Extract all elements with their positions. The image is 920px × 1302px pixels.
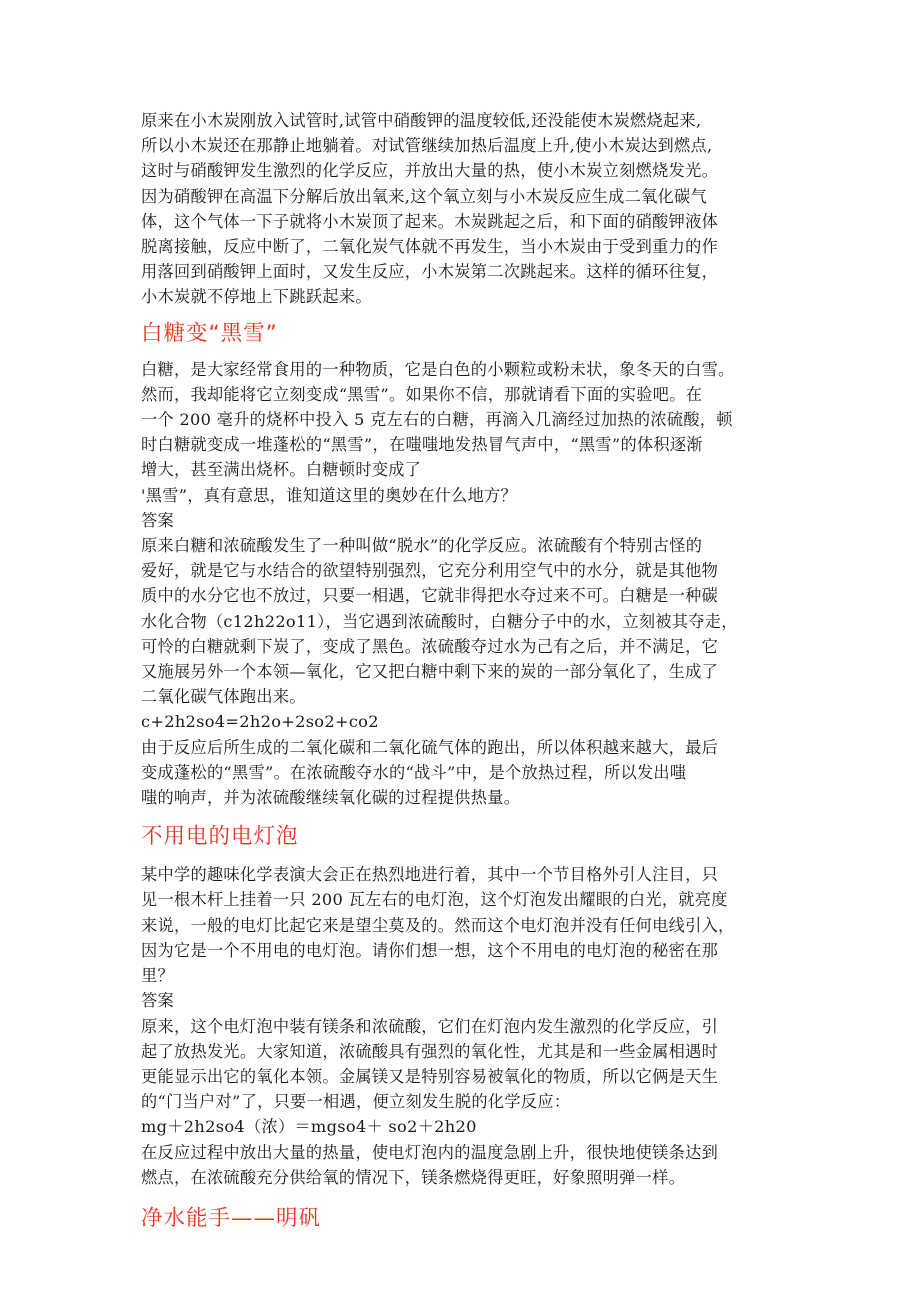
text-line: 在反应过程中放出大量的热量，使电灯泡内的温度急剧上升，很快地使镁条达到 [141, 1142, 719, 1162]
text-line: 燃点，在浓硫酸充分供给氧的情况下，镁条燃烧得更旺，好象照明弹一样。 [141, 1167, 686, 1187]
answer-label: 答案 [141, 991, 174, 1011]
text-line: 爱好，就是它与水结合的欲望特别强烈，它充分利用空气中的水分，就是其他物 [141, 561, 719, 581]
text-line: 因为硝酸钾在高温下分解后放出氧来,这个氧立刻与小木炭反应生成二氧化碳气 [141, 186, 708, 206]
text-line: 体，这个气体一下子就将小木炭顶了起来。木炭跳起之后，和下面的硝酸钾液体 [141, 211, 719, 231]
paragraph-intro [141, 108, 781, 310]
text-line: 时白糖就变成一堆蓬松的“黑雪”，在嗤嗤地发热冒气声中，“黑雪”的体积逐渐 [141, 435, 703, 455]
text-line: 嗤的响声，并为浓硫酸继续氧化碳的过程提供热量。 [141, 788, 521, 808]
text-line: 原来在小木炭刚放入试管时,试管中硝酸钾的温度较低,还没能使木炭燃烧起来, [141, 111, 702, 130]
text-line: 来说，一般的电灯比起它来是望尘莫及的。然而这个电灯泡并没有任何电线引入， [141, 915, 735, 935]
text-line: 所以小木炭还在那静止地躺着。对试管继续加热后温度上升,使小木炭达到燃点, [141, 136, 713, 156]
text-line: 脱离接触，反应中断了，二氧化炭气体就不再发生，当小木炭由于受到重力的作 [141, 237, 719, 257]
text-line: 起了放热发光。大家知道，浓硫酸具有强烈的氧化性，尤其是和一些金属相遇时 [141, 1041, 719, 1061]
paragraph-sugar [141, 357, 781, 811]
document-page [141, 108, 781, 1234]
text-line: 更能显示出它的氧化本领。金属镁又是特别容易被氧化的物质，所以它俩是天生 [141, 1066, 719, 1086]
text-line: 某中学的趣味化学表演大会正在热烈地进行着，其中一个节目格外引人注目，只 [141, 865, 719, 885]
text-line: 小木炭就不停地上下跳跃起来。 [141, 287, 372, 307]
text-line: 原来，这个电灯泡中装有镁条和浓硫酸，它们在灯泡内发生激烈的化学反应，引 [141, 1016, 719, 1036]
text-line: 原来白糖和浓硫酸发生了一种叫做“脱水”的化学反应。浓硫酸有个特别古怪的 [141, 536, 703, 556]
section-heading-bulb: 不用电的电灯泡 [141, 824, 299, 850]
text-line: 见一根木杆上挂着一只 200 瓦左右的电灯泡，这个灯泡发出耀眼的白光，就亮度 [141, 890, 728, 910]
text-line: 里？ [141, 966, 174, 986]
text-line: 因为它是一个不用电的电灯泡。请你们想一想，这个不用电的电灯泡的秘密在那 [141, 940, 719, 960]
text-line: 质中的水分它也不放过，只要一相遇，它就非得把水夺过来不可。白糖是一种碳 [141, 586, 719, 606]
section-heading-alum: 净水能手——明矾 [141, 1205, 322, 1231]
text-line: 一个 200 毫升的烧杯中投入 5 克左右的白糖，再滴入几滴经过加热的浓硫酸，顿 [141, 410, 733, 430]
paragraph-bulb [141, 862, 781, 1190]
text-line: 可怜的白糖就剩下炭了，变成了黑色。浓硫酸夺过水为己有之后，并不满足，它 [141, 636, 719, 656]
chemical-equation: c+2h2so4=2h2o+2so2+co2 [141, 712, 379, 732]
text-line: 的“门当户对”了，只要一相遇，便立刻发生脱的化学反应： [141, 1092, 571, 1112]
text-line: 水化合物（c12h22o11），当它遇到浓硫酸时，白糖分子中的水，立刻被其夺走， [141, 611, 738, 631]
text-line: 然而，我却能将它立刻变成“黑雪”。如果你不信，那就请看下面的实验吧。在 [141, 384, 703, 404]
text-line: 用落回到硝酸钾上面时，又发生反应，小木炭第二次跳起来。这样的循环往复， [141, 262, 719, 282]
text-line: 这时与硝酸钾发生激烈的化学反应，并放出大量的热，使小木炭立刻燃烧发光。 [141, 161, 719, 181]
section-heading-sugar: 白糖变“黑雪” [141, 320, 278, 346]
chemical-equation: mg＋2h2so4（浓）＝mgso4＋ so2＋2h20 [141, 1117, 477, 1137]
text-line: 白糖，是大家经常食用的一种物质，它是白色的小颗粒或粉未状，象冬天的白雪。 [141, 359, 735, 379]
text-line: '黑雪”，真有意思，谁知道这里的奥妙在什么地方？ [141, 485, 518, 505]
text-line: 增大，甚至满出烧杯。白糖顿时变成了 [141, 460, 422, 480]
text-line: 变成蓬松的“黑雪”。在浓硫酸夺水的“战斗”中，是个放热过程，所以发出嗤 [141, 762, 687, 782]
text-line: 二氧化碳气体跑出来。 [141, 687, 306, 707]
text-line: 又施展另外一个本领—氧化，它又把白糖中剩下来的炭的一部分氧化了，生成了 [141, 662, 719, 682]
text-line: 由于反应后所生成的二氧化碳和二氧化硫气体的跑出，所以体积越来越大，最后 [141, 737, 719, 757]
answer-label: 答案 [141, 510, 174, 530]
